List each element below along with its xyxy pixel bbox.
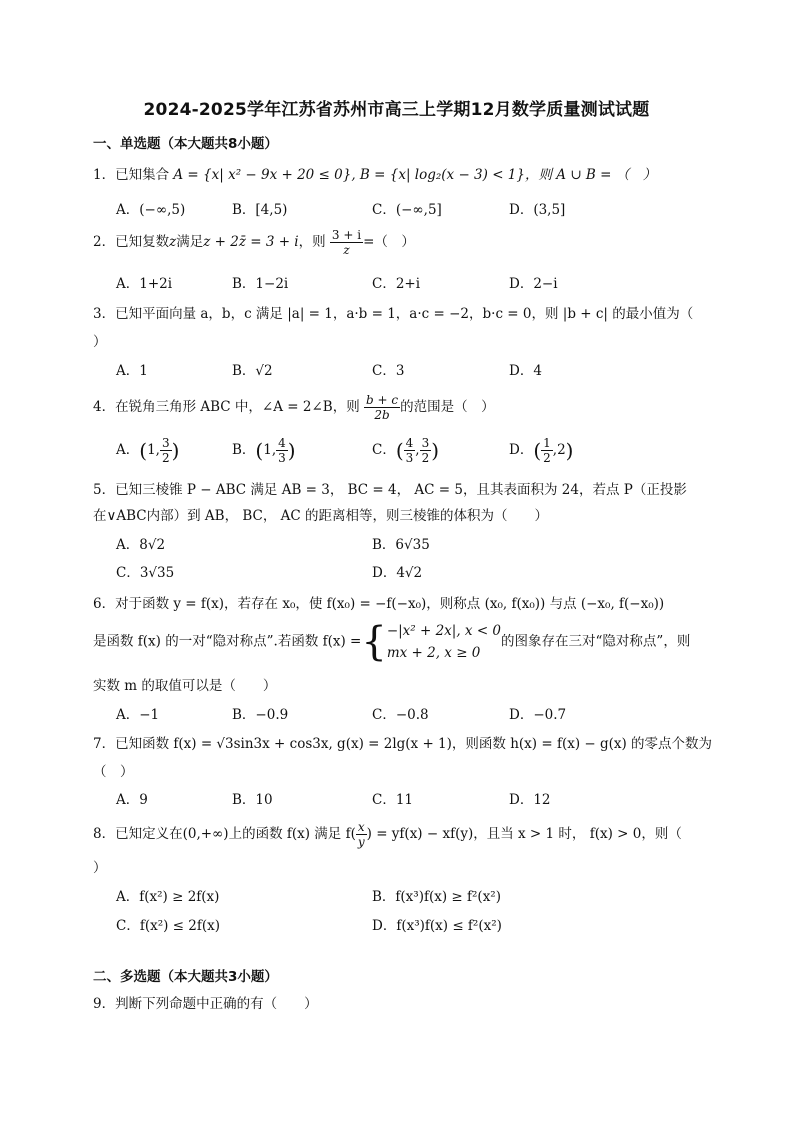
question-6 bbox=[93, 592, 664, 612]
question-tail: =（ ） bbox=[363, 234, 415, 250]
option-b[interactable]: B．1−2i bbox=[232, 276, 289, 292]
question-3 bbox=[93, 302, 693, 322]
question-text: ，则 bbox=[298, 234, 326, 250]
question-text: 已知三棱锥 P − ABC 满足 AB = 3， BC = 4， AC = 5，且其表面积为 24，若点 P（正投影 bbox=[115, 482, 687, 498]
question-2 bbox=[93, 228, 415, 257]
option-d[interactable]: D．2−i bbox=[509, 276, 558, 292]
question-7-close-paren: （ ） bbox=[93, 764, 134, 780]
option-c[interactable]: C．3√35 bbox=[116, 565, 175, 581]
option-a[interactable]: A．9 bbox=[116, 792, 148, 808]
option-a[interactable]: A．(−∞,5) bbox=[116, 202, 186, 218]
option-c[interactable]: C．f(x²) ≤ 2f(x) bbox=[116, 918, 221, 934]
question-tail: ) = yf(x) − xf(y)，且当 x > 1 时， f(x) > 0，则（ bbox=[366, 826, 682, 842]
question-text: 已知定义在(0,+∞)上的函数 f(x) 满足 f( bbox=[115, 826, 356, 842]
fraction: $\frac{3 + i}{z}$ bbox=[331, 228, 362, 257]
option-a[interactable]: A．(1, $\frac{3}{2}$ ) bbox=[116, 436, 180, 465]
variable-z: z bbox=[169, 234, 177, 250]
section-heading-multi-choice: 二、多选题（本大题共3小题） bbox=[93, 969, 278, 985]
option-a[interactable]: A．f(x²) ≥ 2f(x) bbox=[116, 889, 220, 905]
question-5 bbox=[93, 478, 687, 498]
option-b[interactable]: B．6√35 bbox=[372, 537, 430, 553]
option-b[interactable]: B．[4,5) bbox=[232, 202, 288, 218]
option-a[interactable]: A．1 bbox=[116, 363, 148, 379]
question-number: 6． bbox=[93, 596, 116, 612]
question-text: 已知函数 f(x) = √3sin3x + cos3x, g(x) = 2lg(x + 1)，则函数 h(x) = f(x) − g(x) 的零点个数为 bbox=[115, 736, 713, 752]
question-number: 8． bbox=[93, 826, 116, 842]
option-b[interactable]: B．√2 bbox=[232, 363, 273, 379]
question-8 bbox=[93, 820, 682, 849]
question-6-line-3: 实数 m 的取值可以是（ ） bbox=[93, 678, 277, 694]
question-text: 对于函数 y = f(x)，若存在 x₀，使 f(x₀) = −f(−x₀)，则称点 (x₀, f(x₀)) 与点 (−x₀, f(−x₀)) bbox=[115, 596, 665, 612]
question-number: 1． bbox=[93, 167, 116, 183]
question-number: 2． bbox=[93, 234, 116, 250]
question-number: 7． bbox=[93, 736, 116, 752]
page-title: 2024-2025学年江苏省苏州市高三上学期12月数学质量测试试题 bbox=[143, 100, 650, 120]
option-d[interactable]: D．4 bbox=[509, 363, 542, 379]
question-1 bbox=[93, 163, 656, 183]
option-c[interactable]: C．11 bbox=[372, 792, 414, 808]
section-heading-single-choice: 一、单选题（本大题共8小题） bbox=[93, 136, 278, 152]
option-a[interactable]: A．−1 bbox=[116, 707, 160, 723]
question-9 bbox=[93, 992, 318, 1012]
option-a[interactable]: A．1+2i bbox=[116, 276, 173, 292]
question-number: 9． bbox=[93, 996, 116, 1012]
question-number: 3． bbox=[93, 306, 116, 322]
set-definition: A = {x| x² − 9x + 20 ≤ 0}, B = {x| log₂(x − 3) < 1} bbox=[173, 167, 525, 183]
option-c[interactable]: C．3 bbox=[372, 363, 405, 379]
option-d[interactable]: D．−0.7 bbox=[509, 707, 567, 723]
question-tail: ，则 A ∪ B = （ ） bbox=[524, 167, 657, 183]
question-text: 已知平面向量 a，b，c 满足 |a| = 1，a·b = 1，a·c = −2，b·c = 0，则 |b + c| 的最小值为（ bbox=[115, 306, 694, 322]
option-c[interactable]: C．2+i bbox=[372, 276, 421, 292]
question-6-line-2: 是函数 f(x) 的一对“隐对称点”.若函数 f(x) ={ −|x² + 2x|, x < 0 mx + 2, x ≥ 0 的图象存在三对“隐对称点”，则 bbox=[93, 619, 691, 665]
question-8-close-paren: ） bbox=[93, 860, 107, 876]
option-d[interactable]: D．4√2 bbox=[372, 565, 423, 581]
question-text: 满足 bbox=[176, 234, 204, 250]
option-d[interactable]: D．12 bbox=[509, 792, 551, 808]
option-d[interactable]: D．(3,5] bbox=[509, 202, 566, 218]
question-3-close-paren: ） bbox=[93, 334, 107, 350]
fraction: $\frac{b + c}{2b}$ bbox=[366, 393, 399, 422]
question-7 bbox=[93, 732, 712, 752]
option-d[interactable]: D．f(x³)f(x) ≤ f²(x²) bbox=[372, 918, 502, 934]
option-a[interactable]: A．8√2 bbox=[116, 537, 166, 553]
option-b[interactable]: B．−0.9 bbox=[232, 707, 289, 723]
option-c[interactable]: C．( $\frac{4}{3}$ , $\frac{3}{2}$ ) bbox=[372, 436, 440, 465]
option-c[interactable]: C．−0.8 bbox=[372, 707, 429, 723]
question-5-line-2: 在∨ABC内部）到 AB， BC， AC 的距离相等，则三棱锥的体积为（ ） bbox=[93, 508, 549, 524]
piecewise-cases: −|x² + 2x|, x < 0 mx + 2, x ≥ 0 bbox=[386, 623, 502, 661]
fraction: $\frac{x}{y}$ bbox=[357, 820, 365, 849]
question-text: 已知集合 bbox=[115, 167, 170, 183]
question-4 bbox=[93, 393, 495, 422]
question-tail: 的范围是（ ） bbox=[400, 399, 495, 415]
question-text: 在锐角三角形 ABC 中，∠A = 2∠B，则 bbox=[115, 399, 360, 415]
question-text: 已知复数 bbox=[115, 234, 170, 250]
option-b[interactable]: B．f(x³)f(x) ≥ f²(x²) bbox=[372, 889, 501, 905]
question-number: 5． bbox=[93, 482, 116, 498]
question-number: 4． bbox=[93, 399, 116, 415]
option-d[interactable]: D．( $\frac{1}{2}$ ,2) bbox=[509, 436, 574, 465]
equation: z + 2z̄ = 3 + i bbox=[203, 234, 299, 250]
option-c[interactable]: C．(−∞,5] bbox=[372, 202, 442, 218]
question-text: 判断下列命题中正确的有（ ） bbox=[115, 996, 318, 1012]
option-b[interactable]: B．(1, $\frac{4}{3}$ ) bbox=[232, 436, 296, 465]
option-b[interactable]: B．10 bbox=[232, 792, 273, 808]
